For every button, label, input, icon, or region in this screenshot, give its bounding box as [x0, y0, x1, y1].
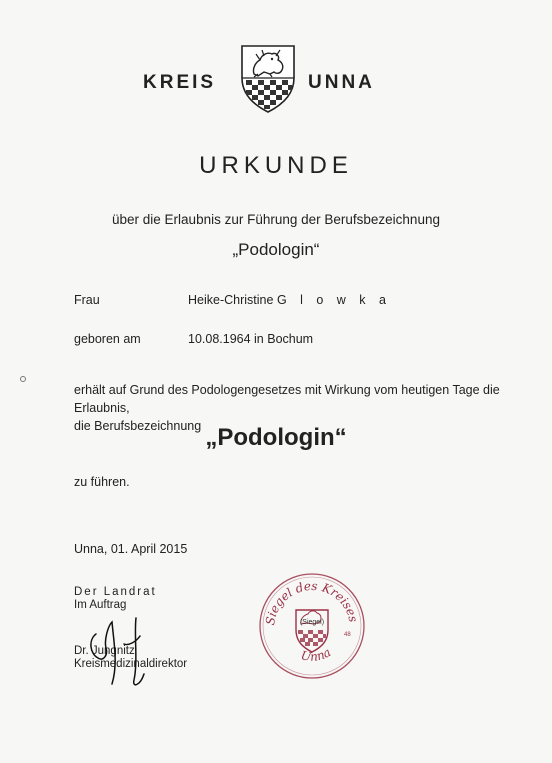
capacity-label: Im Auftrag — [74, 599, 127, 611]
coat-of-arms-icon — [240, 44, 296, 114]
document-subtitle: über die Erlaubnis zur Führung der Berufsbezeichnung — [112, 212, 440, 227]
signatory-office — [74, 586, 157, 612]
official-seal-icon — [258, 572, 366, 680]
person-name — [188, 293, 391, 307]
handwritten-signature — [78, 614, 158, 692]
born-label: geboren am — [74, 332, 141, 346]
salutation-label: Frau — [74, 293, 100, 307]
born-value: 10.08.1964 in Bochum — [188, 332, 314, 346]
profession-bold: „Podologin“ — [205, 424, 347, 451]
first-name: Heike-Christine — [188, 293, 274, 307]
body-line-1: erhält auf Grund des Podologengesetzes mit Wirkung vom heutigen Tage die Erlaubnis, — [74, 383, 500, 415]
seal-text-bottom: Unna — [299, 645, 334, 664]
punch-mark — [20, 376, 26, 382]
document-title: URKUNDE — [199, 152, 353, 179]
header-kreis: KREIS — [143, 72, 217, 93]
signatory-title: Kreismedizinaldirektor — [74, 658, 188, 670]
seal-inner-label: (Siegel) — [299, 619, 325, 626]
header-unna: UNNA — [308, 72, 375, 93]
date-line: Unna, 01. April 2015 — [74, 542, 188, 556]
seal-text-top: Siegel des Kreises — [263, 578, 361, 627]
last-name: G l o w k a — [276, 293, 391, 307]
body-line-2: die Berufsbezeichnung — [74, 419, 202, 433]
office-label: Der Landrat — [74, 586, 157, 598]
closing-text: zu führen. — [74, 475, 130, 489]
profession-heading: „Podologin“ — [232, 240, 320, 259]
seal-number: 48 — [344, 632, 351, 638]
signatory-name: Dr. Jungnitz — [74, 645, 135, 657]
